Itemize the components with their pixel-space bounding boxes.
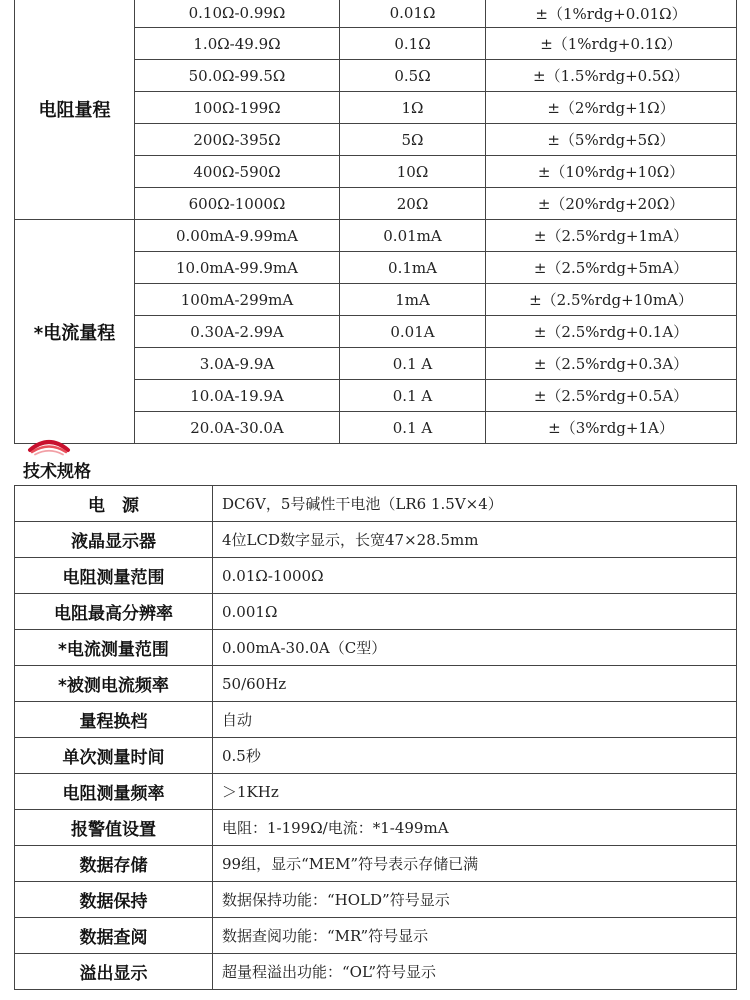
range-resolution-cell: 0.01A: [340, 316, 486, 348]
range-accuracy-cell: ±（1%rdg+0.01Ω）: [486, 0, 737, 28]
range-accuracy-cell: ±（2.5%rdg+5mA）: [486, 252, 737, 284]
spec-row: [15, 666, 737, 702]
range-group-label: 电阻量程: [15, 0, 135, 220]
section-title: 技术规格: [23, 462, 91, 482]
range-accuracy-cell: ±（3%rdg+1A）: [486, 412, 737, 444]
range-resolution-cell: 20Ω: [340, 188, 486, 220]
spec-value-cell: 4位LCD数字显示，长宽47×28.5mm: [213, 522, 737, 558]
spec-row: [15, 486, 737, 522]
range-accuracy-cell: ±（2.5%rdg+0.5A）: [486, 380, 737, 412]
range-range-cell: 50.0Ω-99.5Ω: [135, 60, 340, 92]
spec-key-cell: 量程换档: [15, 702, 213, 738]
range-accuracy-cell: ±（2%rdg+1Ω）: [486, 92, 737, 124]
logo-arc-bottom: [35, 451, 63, 455]
spec-value-cell: 超量程溢出功能：“OL”符号显示: [213, 954, 737, 990]
red-arc-logo-icon: [26, 436, 72, 456]
range-accuracy-cell: ±（2.5%rdg+0.3A）: [486, 348, 737, 380]
spec-value-cell: 0.001Ω: [213, 594, 737, 630]
spec-row: [15, 702, 737, 738]
spec-value-cell: 电阻：1-199Ω/电流：*1-499mA: [213, 810, 737, 846]
range-accuracy-cell: ±（20%rdg+20Ω）: [486, 188, 737, 220]
spec-key-cell: 单次测量时间: [15, 738, 213, 774]
spec-key-cell: 电 源: [15, 486, 213, 522]
range-row: [15, 0, 737, 28]
range-resolution-cell: 0.01Ω: [340, 0, 486, 28]
spec-value-cell: 数据查阅功能：“MR”符号显示: [213, 918, 737, 954]
spec-value-cell: ＞1KHz: [213, 774, 737, 810]
spec-table: [14, 485, 737, 990]
spec-row: [15, 630, 737, 666]
range-accuracy-cell: ±（1.5%rdg+0.5Ω）: [486, 60, 737, 92]
spec-row: [15, 558, 737, 594]
range-range-cell: 3.0A-9.9A: [135, 348, 340, 380]
spec-value-cell: 数据保持功能：“HOLD”符号显示: [213, 882, 737, 918]
spec-key-cell: 电阻测量范围: [15, 558, 213, 594]
range-range-cell: 200Ω-395Ω: [135, 124, 340, 156]
spec-key-cell: 数据保持: [15, 882, 213, 918]
range-range-cell: 0.30A-2.99A: [135, 316, 340, 348]
range-resolution-cell: 5Ω: [340, 124, 486, 156]
range-range-cell: 20.0A-30.0A: [135, 412, 340, 444]
range-accuracy-cell: ±（10%rdg+10Ω）: [486, 156, 737, 188]
spec-value-cell: 0.00mA-30.0A（C型）: [213, 630, 737, 666]
range-range-cell: 1.0Ω-49.9Ω: [135, 28, 340, 60]
range-range-cell: 600Ω-1000Ω: [135, 188, 340, 220]
spec-row: [15, 738, 737, 774]
spec-key-cell: 液晶显示器: [15, 522, 213, 558]
range-resolution-cell: 0.1 A: [340, 412, 486, 444]
spec-value-cell: 0.01Ω-1000Ω: [213, 558, 737, 594]
range-accuracy-cell: ±（1%rdg+0.1Ω）: [486, 28, 737, 60]
section-header: [18, 434, 318, 480]
spec-row: [15, 846, 737, 882]
spec-row: [15, 774, 737, 810]
range-resolution-cell: 0.1 A: [340, 348, 486, 380]
range-range-cell: 0.00mA-9.99mA: [135, 220, 340, 252]
range-resolution-cell: 1mA: [340, 284, 486, 316]
spec-row: [15, 810, 737, 846]
spec-key-cell: 报警值设置: [15, 810, 213, 846]
spec-table-body: [15, 486, 737, 990]
range-resolution-cell: 0.01mA: [340, 220, 486, 252]
range-accuracy-cell: ±（2.5%rdg+10mA）: [486, 284, 737, 316]
range-accuracy-cell: ±（2.5%rdg+1mA）: [486, 220, 737, 252]
spec-key-cell: 电阻最高分辨率: [15, 594, 213, 630]
spec-key-cell: 数据查阅: [15, 918, 213, 954]
range-range-cell: 100mA-299mA: [135, 284, 340, 316]
range-table: [14, 0, 737, 444]
spec-value-cell: 自动: [213, 702, 737, 738]
range-range-cell: 100Ω-199Ω: [135, 92, 340, 124]
range-resolution-cell: 0.5Ω: [340, 60, 486, 92]
spec-key-cell: 电阻测量频率: [15, 774, 213, 810]
range-row: [15, 220, 737, 252]
range-resolution-cell: 0.1 A: [340, 380, 486, 412]
range-resolution-cell: 10Ω: [340, 156, 486, 188]
spec-key-cell: 溢出显示: [15, 954, 213, 990]
spec-row: [15, 522, 737, 558]
range-range-cell: 10.0A-19.9A: [135, 380, 340, 412]
spec-row: [15, 594, 737, 630]
range-accuracy-cell: ±（2.5%rdg+0.1A）: [486, 316, 737, 348]
spec-row: [15, 954, 737, 990]
range-range-cell: 10.0mA-99.9mA: [135, 252, 340, 284]
range-accuracy-cell: ±（5%rdg+5Ω）: [486, 124, 737, 156]
spec-value-cell: 99组，显示“MEM”符号表示存储已满: [213, 846, 737, 882]
spec-row: [15, 882, 737, 918]
range-range-cell: 400Ω-590Ω: [135, 156, 340, 188]
range-range-cell: 0.10Ω-0.99Ω: [135, 0, 340, 28]
spec-key-cell: *被测电流频率: [15, 666, 213, 702]
spec-key-cell: 数据存储: [15, 846, 213, 882]
spec-key-cell: *电流测量范围: [15, 630, 213, 666]
spec-value-cell: 50/60Hz: [213, 666, 737, 702]
spec-row: [15, 918, 737, 954]
spec-value-cell: DC6V，5号碱性干电池（LR6 1.5V×4）: [213, 486, 737, 522]
range-resolution-cell: 1Ω: [340, 92, 486, 124]
spec-value-cell: 0.5秒: [213, 738, 737, 774]
range-group-label: *电流量程: [15, 220, 135, 444]
range-resolution-cell: 0.1Ω: [340, 28, 486, 60]
range-resolution-cell: 0.1mA: [340, 252, 486, 284]
range-table-body: [15, 0, 737, 444]
